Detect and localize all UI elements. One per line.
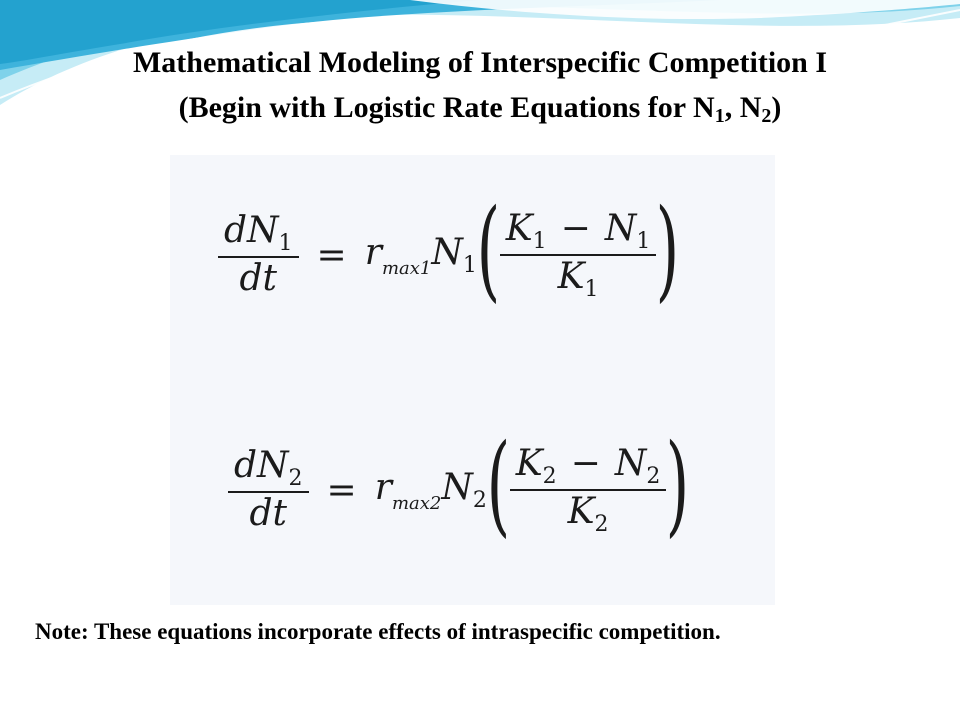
title-subscript-2: 2 [761, 105, 772, 127]
logistic-equation-2 [228, 420, 690, 548]
rhs-numerator: $K_1 - N_1$ [505, 207, 651, 254]
page-title [0, 40, 960, 130]
title-line-2-prefix: (Begin with Logistic Rate Equations for N [178, 91, 715, 124]
rhs-denominator: $K_2$ [567, 491, 609, 537]
rhs-fraction [510, 443, 667, 538]
title-line-2 [0, 85, 960, 130]
right-paren: ) [666, 420, 690, 548]
note-text: Note: These equations incorporate effects of intraspecific competition. [35, 619, 721, 644]
equals-sign: = [326, 469, 357, 511]
lhs-fraction [228, 445, 309, 535]
rhs-fraction [500, 208, 657, 303]
right-paren: ) [656, 185, 680, 313]
logistic-equation-1 [218, 185, 680, 313]
rhs-denominator: $K_1$ [557, 256, 599, 302]
lhs-fraction [218, 210, 299, 300]
title-line-2-suffix: ) [771, 91, 782, 124]
left-paren: ( [476, 185, 501, 313]
lhs-numerator: $dN_2$ [234, 445, 303, 492]
equals-sign: = [316, 234, 347, 276]
title-line-2-mid: , N [724, 91, 762, 124]
lhs-denominator: dt [249, 493, 288, 535]
growth-rate-term: $r_{max2}N_2$ [374, 466, 487, 514]
title-subscript-1: 1 [714, 105, 725, 127]
title-line-1: Mathematical Modeling of Interspecific Competition I [132, 46, 828, 79]
growth-rate-term: $r_{max1}N_1$ [364, 231, 477, 279]
left-paren: ( [486, 420, 511, 548]
rhs-numerator: $K_2 - N_2$ [515, 442, 661, 489]
lhs-denominator: dt [239, 258, 278, 300]
lhs-numerator: $dN_1$ [224, 210, 293, 257]
